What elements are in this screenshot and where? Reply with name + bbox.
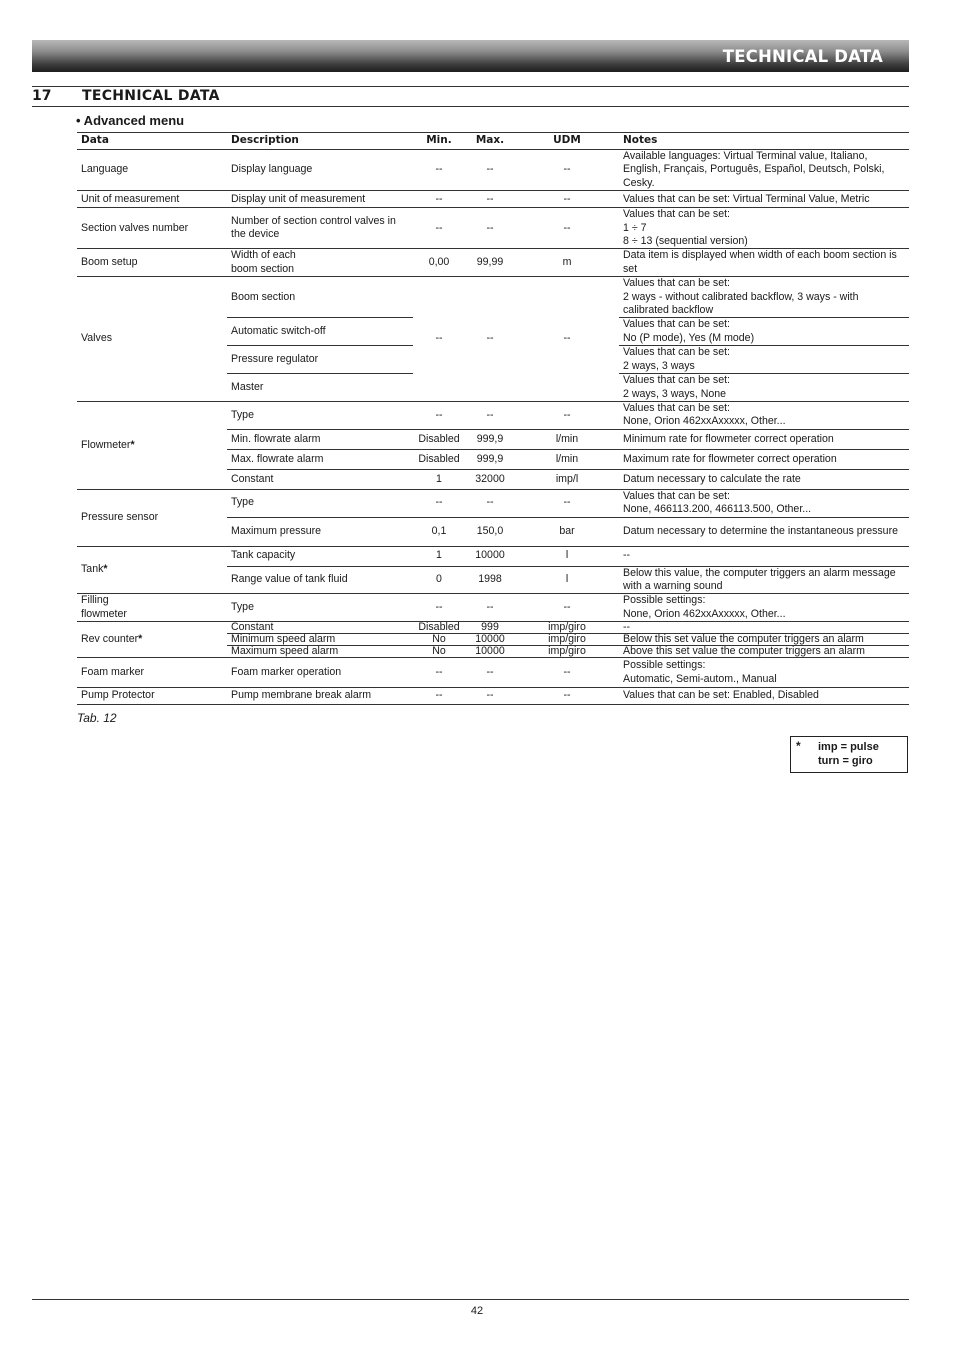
- notes-line: Values that can be set:: [623, 401, 730, 414]
- notes-line: Values that can be set:: [623, 374, 730, 387]
- min-cell: --: [413, 208, 465, 249]
- data-line: flowmeter: [81, 607, 127, 620]
- data-cell: Foam marker: [77, 658, 227, 688]
- min-cell: --: [413, 658, 465, 688]
- notes-cell: Minimum rate for flowmeter correct operation: [619, 429, 909, 449]
- table-caption: Tab. 12: [77, 711, 117, 725]
- notes-cell: [619, 658, 909, 688]
- data-cell: Valves: [77, 277, 227, 402]
- section-rule-bottom: [32, 106, 909, 107]
- max-cell: --: [465, 277, 515, 402]
- notes-line: Values that can be set:: [623, 318, 730, 331]
- max-cell: 999,9: [465, 429, 515, 449]
- notes-line: Possible settings:: [623, 659, 706, 672]
- notes-line: 2 ways - without calibrated backflow, 3 ways - with calibrated backflow: [623, 290, 859, 317]
- min-cell: Disabled: [413, 429, 465, 449]
- notes-cell: --: [619, 622, 909, 634]
- notes-cell: [619, 594, 909, 622]
- min-cell: 1: [413, 469, 465, 489]
- description-cell: Range value of tank fluid: [227, 566, 413, 594]
- section-number: 17: [32, 88, 52, 104]
- column-header-data: Data: [77, 133, 227, 150]
- data-label: Rev counter: [81, 633, 139, 646]
- max-cell: --: [465, 208, 515, 249]
- table-row: [77, 277, 909, 318]
- max-cell: 10000: [465, 634, 515, 646]
- notes-cell: [619, 346, 909, 374]
- min-cell: --: [413, 688, 465, 705]
- technical-data-table: [77, 132, 909, 705]
- udm-cell: --: [515, 191, 619, 208]
- table-row: [77, 622, 909, 634]
- max-cell: 999: [465, 622, 515, 634]
- notes-line: Possible settings:: [623, 594, 706, 607]
- max-cell: 150,0: [465, 517, 515, 546]
- legend-box: [790, 736, 908, 773]
- notes-line: Values that can be set:: [623, 208, 730, 221]
- section-title: TECHNICAL DATA: [82, 88, 220, 104]
- min-cell: 0,1: [413, 517, 465, 546]
- max-cell: 1998: [465, 566, 515, 594]
- description-cell: Minimum speed alarm: [227, 634, 413, 646]
- notes-line: None, Orion 462xxAxxxxx, Other...: [623, 415, 786, 428]
- max-cell: --: [465, 658, 515, 688]
- description-cell: Automatic switch-off: [227, 318, 413, 346]
- max-cell: 32000: [465, 469, 515, 489]
- description-cell: Number of section control valves in the device: [227, 208, 413, 249]
- min-cell: Disabled: [413, 622, 465, 634]
- column-header-min: Min.: [413, 133, 465, 150]
- udm-cell: imp/l: [515, 469, 619, 489]
- notes-cell: Below this set value the computer triggers an alarm: [619, 634, 909, 646]
- udm-cell: m: [515, 249, 619, 277]
- notes-line: 2 ways, 3 ways, None: [623, 387, 727, 400]
- data-cell: [77, 622, 227, 658]
- udm-cell: --: [515, 594, 619, 622]
- udm-cell: --: [515, 208, 619, 249]
- notes-cell: [619, 208, 909, 249]
- description-cell: Tank capacity: [227, 546, 413, 566]
- description-cell: Type: [227, 401, 413, 429]
- max-cell: --: [465, 489, 515, 517]
- data-line: Filling: [81, 594, 109, 607]
- description-cell: Master: [227, 374, 413, 402]
- description-cell: Display unit of measurement: [227, 191, 413, 208]
- max-cell: --: [486, 163, 494, 176]
- description-cell: Pump membrane break alarm: [227, 688, 413, 705]
- max-cell: 10000: [465, 646, 515, 658]
- udm-cell: imp/giro: [515, 634, 619, 646]
- description-cell: Min. flowrate alarm: [227, 429, 413, 449]
- description-cell: Type: [227, 489, 413, 517]
- table-row: [77, 688, 909, 705]
- notes-cell: [619, 277, 909, 318]
- notes-cell: Datum necessary to calculate the rate: [619, 469, 909, 489]
- notes-line: Values that can be set:: [623, 277, 730, 290]
- udm-cell: l: [515, 566, 619, 594]
- column-header-notes: Notes: [619, 133, 909, 150]
- table-row: [77, 489, 909, 517]
- description-cell: Boom section: [227, 277, 413, 318]
- notes-cell: Maximum rate for flowmeter correct operation: [619, 449, 909, 469]
- data-cell: Unit of measurement: [77, 191, 227, 208]
- data-cell: [77, 594, 227, 622]
- section-rule-top: [32, 86, 909, 87]
- column-header-udm: UDM: [515, 133, 619, 150]
- data-cell: Boom setup: [77, 249, 227, 277]
- udm-cell: --: [515, 658, 619, 688]
- legend-line-giro: turn = giro: [818, 755, 873, 767]
- table-row: [77, 191, 909, 208]
- data-cell: Pressure sensor: [77, 489, 227, 546]
- description-cell: Pressure regulator: [227, 346, 413, 374]
- notes-line: 2 ways, 3 ways: [623, 359, 695, 372]
- table-row: [77, 594, 909, 622]
- column-header-max: Max.: [465, 133, 515, 150]
- notes-cell: Available languages: Virtual Terminal value, Italiano, English, Français, Português, Español, Deutsch, Polski, Cesky.: [623, 150, 885, 189]
- table-header-row: [77, 133, 909, 150]
- description-cell: Constant: [227, 622, 413, 634]
- min-cell: No: [413, 634, 465, 646]
- udm-cell: --: [515, 277, 619, 402]
- max-cell: --: [465, 401, 515, 429]
- notes-cell: --: [619, 546, 909, 566]
- notes-line: Values that can be set:: [623, 489, 730, 502]
- udm-cell: imp/giro: [515, 622, 619, 634]
- min-cell: --: [413, 594, 465, 622]
- notes-cell: [619, 374, 909, 402]
- footer-rule: [32, 1299, 909, 1300]
- min-cell: --: [413, 401, 465, 429]
- asterisk-mark: *: [103, 563, 108, 576]
- notes-line: 8 ÷ 13 (sequential version): [623, 235, 748, 248]
- data-label: Tank: [81, 563, 104, 576]
- notes-line: Automatic, Semi-autom., Manual: [623, 672, 777, 685]
- table-row: [77, 208, 909, 249]
- udm-cell: l: [515, 546, 619, 566]
- description-cell: Maximum speed alarm: [227, 646, 413, 658]
- udm-cell: l/min: [515, 449, 619, 469]
- description-cell: Display language: [231, 163, 313, 176]
- notes-cell: Below this value, the computer triggers an alarm message with a warning sound: [619, 566, 909, 594]
- table-row: [77, 150, 909, 191]
- udm-cell: l/min: [515, 429, 619, 449]
- legend-line-pulse: imp = pulse: [818, 741, 879, 753]
- max-cell: 10000: [465, 546, 515, 566]
- notes-cell: [619, 318, 909, 346]
- notes-cell: [619, 489, 909, 517]
- table-row: [77, 401, 909, 429]
- legend-asterisk: *: [796, 739, 801, 753]
- min-cell: 0,00: [413, 249, 465, 277]
- description-cell: Type: [227, 594, 413, 622]
- data-cell: Pump Protector: [77, 688, 227, 705]
- notes-cell: Values that can be set: Virtual Terminal Value, Metric: [619, 191, 909, 208]
- min-cell: --: [413, 489, 465, 517]
- notes-cell: Data item is displayed when width of each boom section is set: [619, 249, 909, 277]
- min-cell: 1: [413, 546, 465, 566]
- min-cell: --: [413, 277, 465, 402]
- description-cell: Constant: [227, 469, 413, 489]
- data-label: Flowmeter: [81, 438, 131, 451]
- max-cell: --: [465, 594, 515, 622]
- min-cell: --: [435, 163, 443, 176]
- udm-cell: --: [563, 163, 571, 176]
- udm-cell: --: [515, 489, 619, 517]
- notes-line: No (P mode), Yes (M mode): [623, 331, 755, 344]
- udm-cell: imp/giro: [515, 646, 619, 658]
- column-header-description: Description: [227, 133, 413, 150]
- asterisk-mark: *: [130, 438, 135, 451]
- description-line: boom section: [231, 262, 295, 275]
- data-cell: [77, 546, 227, 594]
- header-title: TECHNICAL DATA: [722, 47, 883, 66]
- max-cell: 999,9: [465, 449, 515, 469]
- max-cell: --: [465, 191, 515, 208]
- description-cell: Max. flowrate alarm: [227, 449, 413, 469]
- table-row: [77, 658, 909, 688]
- min-cell: Disabled: [413, 449, 465, 469]
- subheading: • Advanced menu: [76, 113, 185, 128]
- max-cell: 99,99: [465, 249, 515, 277]
- notes-cell: Values that can be set: Enabled, Disabled: [619, 688, 909, 705]
- description-cell: [227, 249, 413, 277]
- table-row: [77, 546, 909, 566]
- udm-cell: --: [515, 401, 619, 429]
- udm-cell: --: [515, 688, 619, 705]
- header-bar: [32, 40, 909, 72]
- min-cell: No: [413, 646, 465, 658]
- notes-line: 1 ÷ 7: [623, 221, 647, 234]
- page-number: 42: [470, 1305, 484, 1317]
- min-cell: --: [413, 191, 465, 208]
- notes-cell: [619, 401, 909, 429]
- notes-line: Values that can be set:: [623, 346, 730, 359]
- table-row: [77, 249, 909, 277]
- data-cell: Language: [81, 163, 129, 176]
- min-cell: 0: [413, 566, 465, 594]
- udm-cell: bar: [515, 517, 619, 546]
- notes-cell: Above this set value the computer triggers an alarm: [619, 646, 909, 658]
- data-cell: Section valves number: [77, 208, 227, 249]
- notes-cell: Datum necessary to determine the instantaneous pressure: [619, 517, 909, 546]
- notes-line: None, Orion 462xxAxxxxx, Other...: [623, 607, 786, 620]
- description-cell: Maximum pressure: [227, 517, 413, 546]
- data-cell: [77, 401, 227, 489]
- description-cell: Foam marker operation: [227, 658, 413, 688]
- max-cell: --: [465, 688, 515, 705]
- notes-line: None, 466113.200, 466113.500, Other...: [623, 503, 812, 516]
- asterisk-mark: *: [138, 633, 143, 646]
- description-line: Width of each: [231, 249, 296, 262]
